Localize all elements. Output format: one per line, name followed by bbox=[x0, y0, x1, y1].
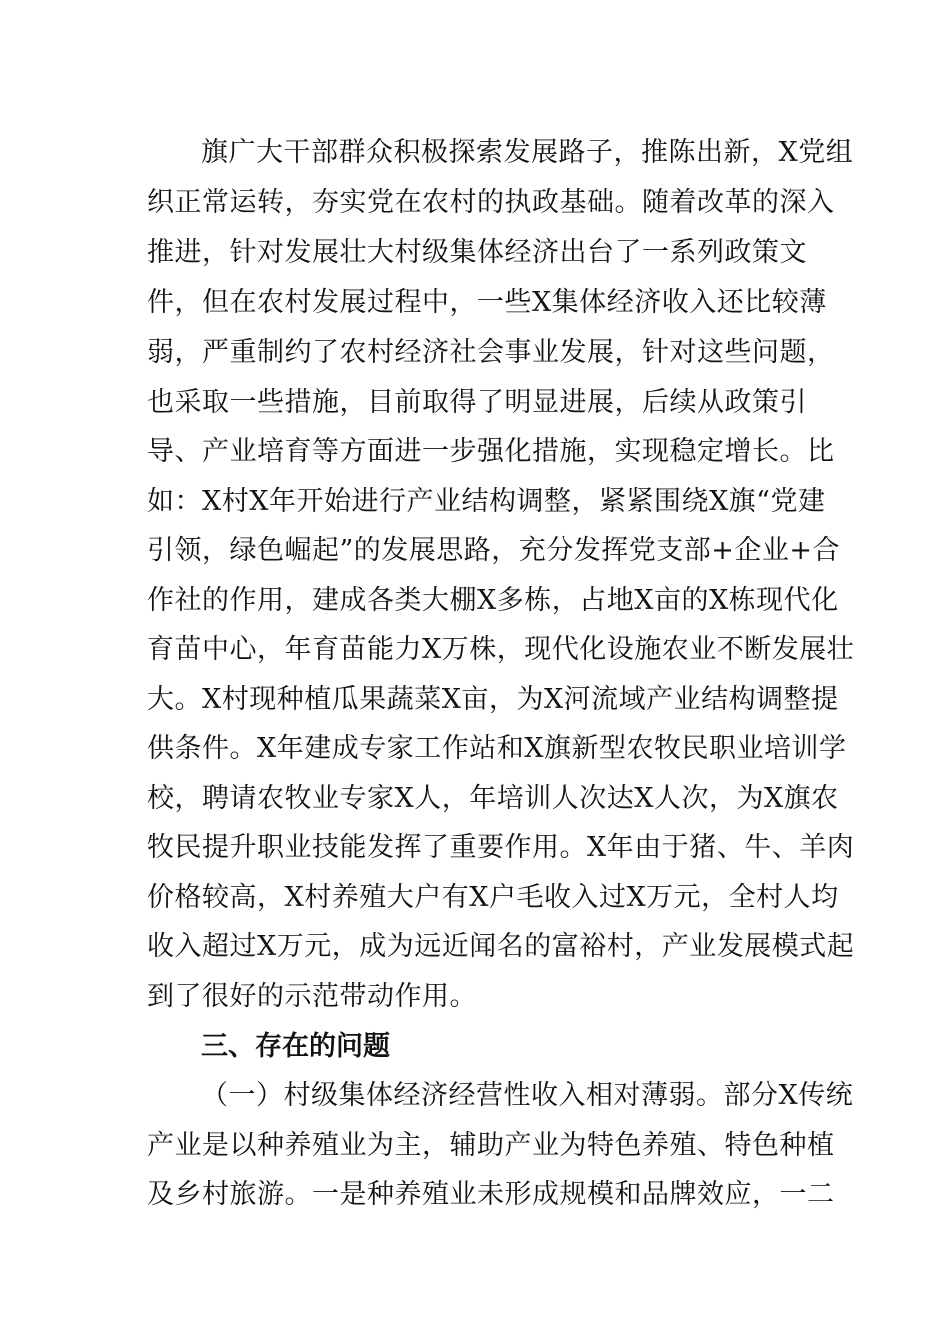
paragraph-line: 大。X村现种植瓜果蔬菜X亩，为X河流域产业结构调整提 bbox=[147, 684, 839, 715]
paragraph-line: 供条件。X年建成专家工作站和X旗新型农牧民职业培训学 bbox=[147, 733, 847, 764]
paragraph-line: 引领，绿色崛起”的发展思路，充分发挥党支部+企业+合 bbox=[147, 535, 841, 566]
paragraph-line: 作社的作用，建成各类大棚X多栋，占地X亩的X栋现代化 bbox=[147, 585, 839, 616]
paragraph-line: 校，聘请农牧业专家X人，年培训人次达X人次，为X旗农 bbox=[147, 783, 839, 814]
paragraph-line: 育苗中心，年育苗能力X万株，现代化设施农业不断发展壮 bbox=[147, 634, 855, 665]
paragraph-line: 如：X村X年开始进行产业结构调整，紧紧围绕X旗“党建 bbox=[147, 486, 826, 517]
paragraph-line: 也采取一些措施，目前取得了明显进展，后续从政策引 bbox=[147, 387, 807, 418]
paragraph-line: 件，但在农村发展过程中，一些X集体经济收入还比较薄 bbox=[147, 287, 827, 318]
paragraph-line: 到了很好的示范带动作用。 bbox=[147, 981, 477, 1012]
paragraph-line: 及乡村旅游。一是种养殖业未形成规模和品牌效应，一二 bbox=[147, 1179, 835, 1210]
paragraph-line: 价格较高，X村养殖大户有X户毛收入过X万元，全村人均 bbox=[147, 882, 839, 913]
paragraph-line: 牧民提升职业技能发挥了重要作用。X年由于猪、牛、羊肉 bbox=[147, 832, 855, 863]
paragraph-line: 收入超过X万元，成为远近闻名的富裕村，产业发展模式起 bbox=[147, 931, 855, 962]
paragraph-line: 织正常运转，夯实党在农村的执政基础。随着改革的深入 bbox=[147, 187, 835, 218]
paragraph-line: 推进，针对发展壮大村级集体经济出台了一系列政策文 bbox=[147, 237, 807, 268]
paragraph-line: 旗广大干部群众积极探索发展路子，推陈出新，X党组 bbox=[201, 137, 854, 168]
paragraph-line: （一）村级集体经济经营性收入相对薄弱。部分X传统 bbox=[201, 1080, 854, 1111]
section-heading: 三、存在的问题 bbox=[201, 1031, 390, 1062]
paragraph-line: 产业是以种养殖业为主，辅助产业为特色养殖、特色种植 bbox=[147, 1130, 835, 1161]
paragraph-line: 弱，严重制约了农村经济社会事业发展，针对这些问题， bbox=[147, 337, 835, 368]
paragraph-line: 导、产业培育等方面进一步强化措施，实现稳定增长。比 bbox=[147, 436, 835, 467]
